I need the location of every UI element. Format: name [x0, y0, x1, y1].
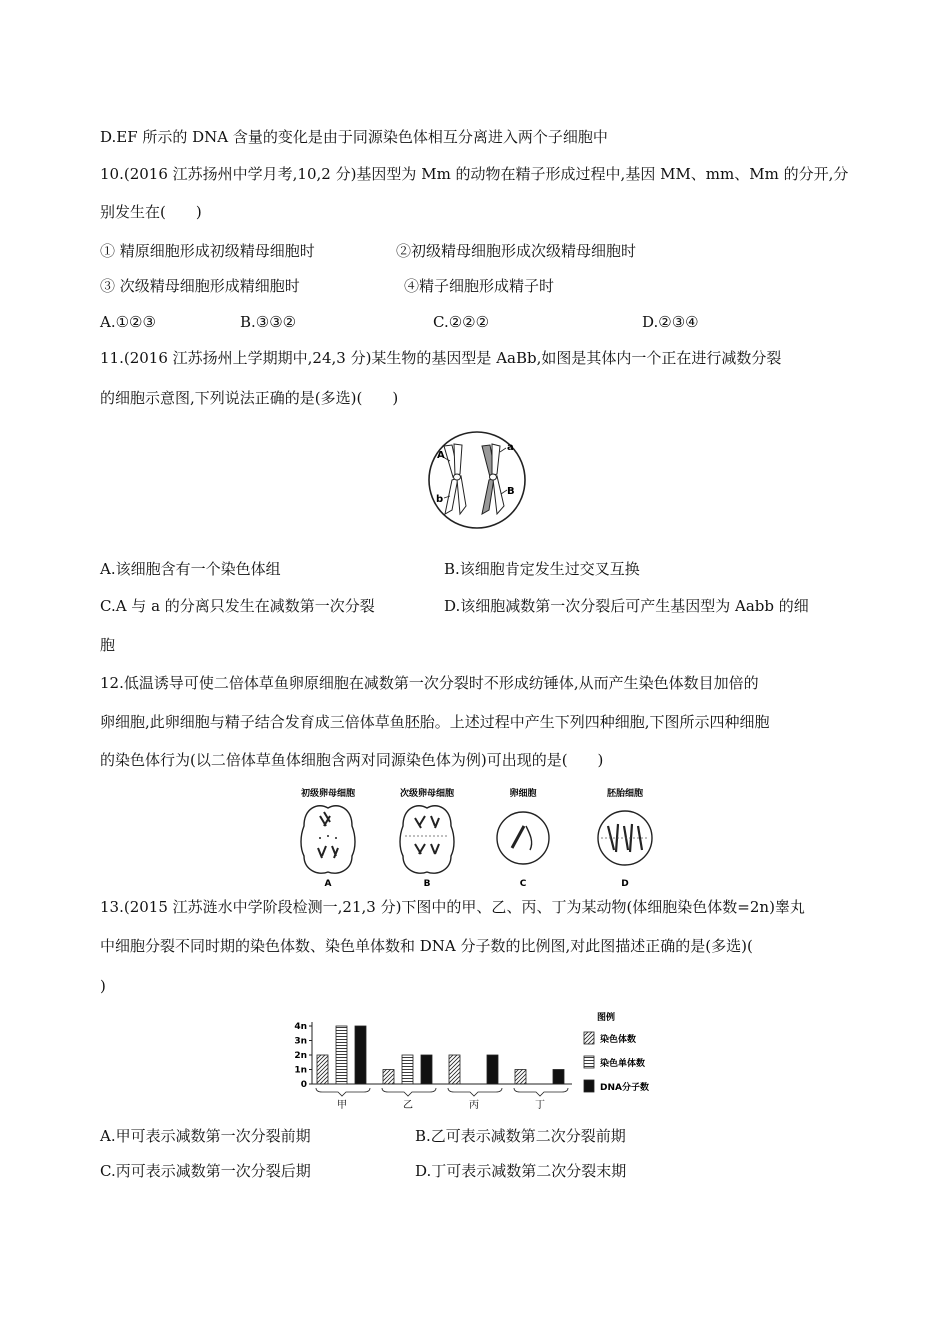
bar: [355, 1026, 366, 1084]
q11-stem-line2: 的细胞示意图,下列说法正确的是(多选)( ): [100, 389, 399, 407]
q10-item-2: ②初级精母细胞形成次级精母细胞时: [396, 242, 637, 260]
label-A: A: [437, 450, 445, 461]
q10-option-d: D.②③④: [642, 313, 699, 331]
cell-c-letter: C: [519, 879, 527, 888]
bar: [402, 1055, 413, 1084]
q11-option-d-line2: 胞: [100, 636, 116, 654]
q11-cell-figure: [420, 430, 534, 530]
q13-stem-line2: 中细胞分裂不同时期的染色体数、染色单体数和 DNA 分子数的比例图,对此图描述正确的是(多选)(: [100, 937, 753, 955]
legend-title: 图例: [596, 1013, 616, 1023]
q13-stem-line1: 13.(2015 江苏涟水中学阶段检测一,21,3 分)下图中的甲、乙、丙、丁为某动物(体细胞染色体数=2n)睾丸: [100, 898, 805, 916]
cell-b-title: 次级卵母细胞: [399, 789, 455, 799]
q10-option-c: C.②②②: [433, 313, 490, 331]
cell-d: [598, 811, 652, 865]
category-brace: [448, 1088, 502, 1096]
q9-option-d: D.EF 所示的 DNA 含量的变化是由于同源染色体相互分离进入两个子细胞中: [100, 128, 608, 146]
q13-option-b: B.乙可表示减数第二次分裂前期: [415, 1127, 626, 1145]
q11-option-a: A.该细胞含有一个染色体组: [100, 560, 281, 578]
cell-d-title: 胚胎细胞: [606, 789, 644, 799]
q10-item-1: ① 精原细胞形成初级精母细胞时: [100, 242, 315, 260]
bar: [487, 1055, 498, 1084]
bar: [449, 1055, 460, 1084]
q12-cells-figure: [290, 786, 670, 888]
cell-b-letter: B: [423, 879, 431, 888]
cell-a: [301, 806, 355, 873]
y-tick-label: 4n: [294, 1022, 307, 1032]
legend-label: DNA分子数: [600, 1083, 649, 1093]
cell-c: [497, 812, 549, 864]
q10-option-b: B.③③②: [240, 313, 297, 331]
cell-b: [400, 806, 454, 873]
q13-stem-line3: ): [100, 977, 106, 995]
cell-a-letter: A: [324, 879, 332, 888]
bar: [336, 1026, 347, 1084]
category-label: 丙: [469, 1100, 479, 1111]
q11-option-c: C.A 与 a 的分离只发生在减数第一次分裂: [100, 597, 375, 615]
q13-bar-chart: [284, 1008, 684, 1116]
legend-label: 染色单体数: [600, 1059, 646, 1069]
label-b: b: [436, 494, 444, 505]
chart-legend: [584, 1011, 649, 1093]
q10-stem-line1: 10.(2016 江苏扬州中学月考,10,2 分)基因型为 Mm 的动物在精子形成过程中,基因 MM、mm、Mm 的分开,分: [100, 165, 849, 183]
q11-stem-line1: 11.(2016 江苏扬州上学期期中,24,3 分)某生物的基因型是 AaBb,如图是其体内一个正在进行减数分裂: [100, 349, 782, 367]
q13-option-d: D.丁可表示减数第二次分裂末期: [415, 1162, 627, 1180]
chart-bars: [317, 1026, 564, 1084]
q10-item-4: ④精子细胞形成精子时: [404, 277, 555, 295]
q13-option-c: C.丙可表示减数第一次分裂后期: [100, 1162, 311, 1180]
q12-stem-line2: 卵细胞,此卵细胞与精子结合发育成三倍体草鱼胚胎。上述过程中产生下列四种细胞,下图所示四种细胞: [100, 713, 770, 731]
category-brace: [382, 1088, 436, 1096]
y-tick-label: 3n: [294, 1036, 307, 1047]
y-tick-label: 1n: [294, 1065, 307, 1076]
y-tick-label: 0: [300, 1080, 307, 1090]
q10-option-a: A.①②③: [100, 313, 156, 331]
q10-stem-line2: 别发生在( ): [100, 203, 202, 221]
category-label: 乙: [403, 1100, 413, 1111]
legend-label: 染色体数: [600, 1035, 637, 1045]
bar: [383, 1070, 394, 1085]
label-B: B: [507, 486, 515, 497]
bar: [421, 1055, 432, 1084]
legend-swatch: [584, 1032, 594, 1044]
cell-a-title: 初级卵母细胞: [300, 789, 356, 799]
bar: [317, 1055, 328, 1084]
q10-item-3: ③ 次级精母细胞形成精细胞时: [100, 277, 300, 295]
bar: [515, 1070, 526, 1085]
legend-swatch: [584, 1056, 594, 1068]
q11-option-d-line1: D.该细胞减数第一次分裂后可产生基因型为 Aabb 的细: [444, 597, 809, 615]
q11-option-b: B.该细胞肯定发生过交叉互换: [444, 560, 640, 578]
q12-stem-line1: 12.低温诱导可使二倍体草鱼卵原细胞在减数第一次分裂时不形成纺锤体,从而产生染色体数目加倍的: [100, 674, 759, 692]
bar: [553, 1070, 564, 1085]
legend-swatch: [584, 1080, 594, 1092]
category-brace: [514, 1088, 568, 1096]
category-label: 甲: [337, 1100, 347, 1111]
q12-stem-line3: 的染色体行为(以二倍体草鱼体细胞含两对同源染色体为例)可出现的是( ): [100, 751, 604, 769]
cell-d-letter: D: [621, 879, 629, 888]
label-a: a: [507, 442, 514, 453]
y-tick-label: 2n: [294, 1051, 307, 1061]
cell-c-title: 卵细胞: [509, 789, 537, 799]
category-brace: [316, 1088, 370, 1096]
q13-option-a: A.甲可表示减数第一次分裂前期: [100, 1127, 311, 1145]
category-label: 丁: [535, 1100, 545, 1111]
